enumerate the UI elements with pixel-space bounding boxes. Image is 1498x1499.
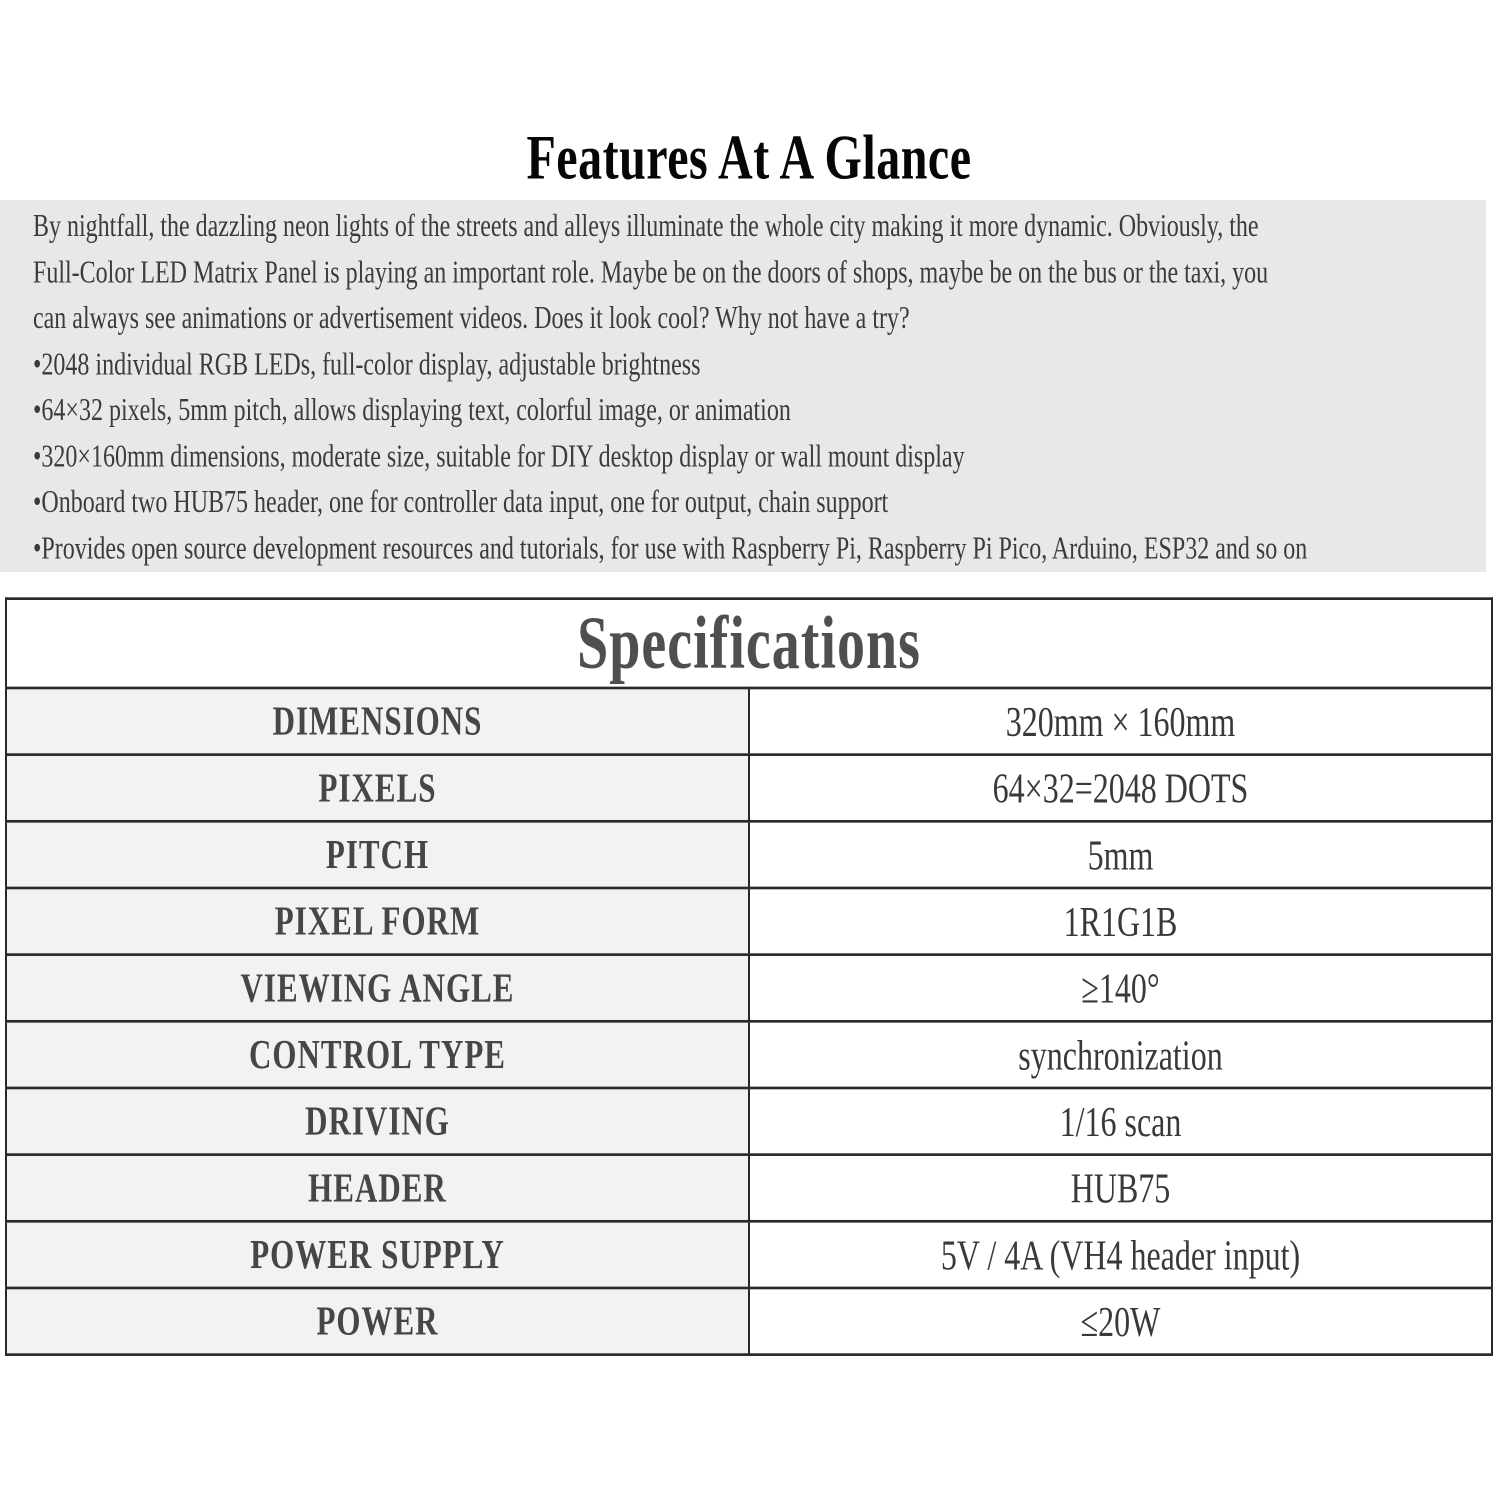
spec-value: HUB75 xyxy=(749,1155,1492,1222)
specs-title-row xyxy=(6,599,1492,688)
feature-bullet: •Onboard two HUB75 header, one for controller data input, one for output, chain support xyxy=(33,485,889,520)
spec-row-viewing-angle xyxy=(6,955,1492,1022)
feature-paragraph-line: Full-Color LED Matrix Panel is playing an important role. Maybe be on the doors of shops, maybe be on the bus or the taxi, you xyxy=(33,255,1269,290)
spec-label: PIXEL FORM xyxy=(6,888,749,955)
feature-bullet: •2048 individual RGB LEDs, full-color display, adjustable brightness xyxy=(33,347,701,382)
feature-paragraph-line: can always see animations or advertisement videos. Does it look cool? Why not have a try? xyxy=(33,301,910,336)
spec-row-pitch xyxy=(6,821,1492,888)
spec-row-power-supply xyxy=(6,1221,1492,1288)
spec-label: PITCH xyxy=(6,821,749,888)
spec-row-dimensions xyxy=(6,688,1492,755)
spec-row-control-type xyxy=(6,1021,1492,1088)
spec-label: VIEWING ANGLE xyxy=(6,955,749,1022)
feature-bullet: •64×32 pixels, 5mm pitch, allows displaying text, colorful image, or animation xyxy=(33,393,791,428)
page-title: Features At A Glance xyxy=(526,122,972,194)
feature-bullet: •Provides open source development resources and tutorials, for use with Raspberry Pi, Raspberry Pi Pico, Arduino, ESP32 and so on xyxy=(33,531,1308,566)
spec-value: 5V / 4A (VH4 header input) xyxy=(749,1221,1492,1288)
feature-paragraph-line: By nightfall, the dazzling neon lights of the streets and alleys illuminate the whole city making it more dynamic. Obviously, the xyxy=(33,209,1259,244)
spec-value: 5mm xyxy=(749,821,1492,888)
spec-label: POWER SUPPLY xyxy=(6,1221,749,1288)
spec-row-pixel-form xyxy=(6,888,1492,955)
spec-value: ≥140° xyxy=(749,955,1492,1022)
spec-label: DIMENSIONS xyxy=(6,688,749,755)
spec-value: 320mm × 160mm xyxy=(749,688,1492,755)
spec-label: HEADER xyxy=(6,1155,749,1222)
spec-label: PIXELS xyxy=(6,755,749,822)
spec-label: CONTROL TYPE xyxy=(6,1021,749,1088)
specs-table xyxy=(5,597,1493,1356)
spec-row-header xyxy=(6,1155,1492,1222)
spec-value: ≤20W xyxy=(749,1288,1492,1355)
specs-title: Specifications xyxy=(6,599,1492,688)
spec-value: synchronization xyxy=(749,1021,1492,1088)
spec-value: 1R1G1B xyxy=(749,888,1492,955)
spec-value: 1/16 scan xyxy=(749,1088,1492,1155)
features-panel xyxy=(0,200,1486,572)
spec-row-power xyxy=(6,1288,1492,1355)
spec-row-pixels xyxy=(6,755,1492,822)
spec-row-driving xyxy=(6,1088,1492,1155)
spec-label: POWER xyxy=(6,1288,749,1355)
feature-bullet: •320×160mm dimensions, moderate size, suitable for DIY desktop display or wall mount display xyxy=(33,439,965,474)
spec-label: DRIVING xyxy=(6,1088,749,1155)
spec-value: 64×32=2048 DOTS xyxy=(749,755,1492,822)
